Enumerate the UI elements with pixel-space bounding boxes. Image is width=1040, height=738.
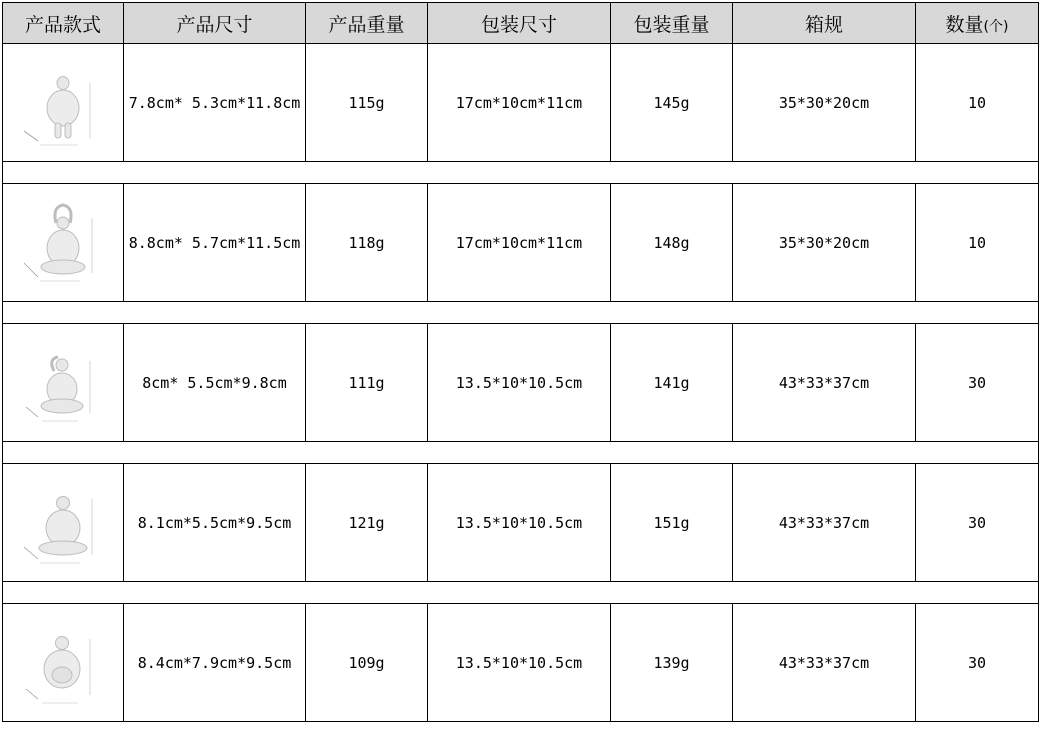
carton-cell: 43*33*37cm [733, 324, 916, 442]
package-weight-cell: 148g [611, 184, 733, 302]
spacer-cell [3, 302, 1039, 324]
spacer-cell [3, 582, 1039, 604]
hugging-knees-figurine-icon [18, 613, 108, 713]
table-row [3, 44, 1039, 162]
product-weight-cell: 109g [306, 604, 428, 722]
product-size-cell: 8.1cm*5.5cm*9.5cm [124, 464, 306, 582]
spacer-cell [3, 162, 1039, 184]
product-image-cell [3, 464, 124, 582]
table-row [3, 184, 1039, 302]
standing-figurine-icon [18, 53, 108, 153]
header-product-size: 产品尺寸 [124, 3, 306, 44]
header-carton: 箱规 [733, 3, 916, 44]
package-weight-cell: 151g [611, 464, 733, 582]
package-size-cell: 17cm*10cm*11cm [428, 184, 611, 302]
carton-cell: 43*33*37cm [733, 604, 916, 722]
arms-raised-sitting-figurine-icon [18, 193, 108, 293]
carton-cell: 35*30*20cm [733, 184, 916, 302]
carton-cell: 35*30*20cm [733, 44, 916, 162]
spacer-row [3, 162, 1039, 184]
table-row [3, 464, 1039, 582]
quantity-cell: 10 [916, 44, 1039, 162]
hand-on-head-sitting-figurine-icon [18, 333, 108, 433]
product-size-cell: 8.4cm*7.9cm*9.5cm [124, 604, 306, 722]
spacer-cell [3, 442, 1039, 464]
header-style: 产品款式 [3, 3, 124, 44]
package-size-cell: 17cm*10cm*11cm [428, 44, 611, 162]
product-size-cell: 8cm* 5.5cm*9.8cm [124, 324, 306, 442]
product-image-cell [3, 44, 124, 162]
quantity-cell: 10 [916, 184, 1039, 302]
package-size-cell: 13.5*10*10.5cm [428, 604, 611, 722]
header-package-weight: 包装重量 [611, 3, 733, 44]
product-weight-cell: 121g [306, 464, 428, 582]
package-weight-cell: 139g [611, 604, 733, 722]
package-weight-cell: 145g [611, 44, 733, 162]
spec-table [2, 2, 1039, 722]
header-quantity-label: 数量 [945, 13, 984, 36]
product-image-cell [3, 324, 124, 442]
package-size-cell: 13.5*10*10.5cm [428, 464, 611, 582]
header-quantity [916, 3, 1039, 44]
meditating-figurine-icon [18, 473, 108, 573]
carton-cell: 43*33*37cm [733, 464, 916, 582]
quantity-cell: 30 [916, 324, 1039, 442]
header-row [3, 3, 1039, 44]
quantity-cell: 30 [916, 604, 1039, 722]
product-size-cell: 8.8cm* 5.7cm*11.5cm [124, 184, 306, 302]
table-row [3, 324, 1039, 442]
product-image-cell [3, 184, 124, 302]
product-image-cell [3, 604, 124, 722]
product-weight-cell: 111g [306, 324, 428, 442]
product-weight-cell: 115g [306, 44, 428, 162]
product-size-cell: 7.8cm* 5.3cm*11.8cm [124, 44, 306, 162]
spacer-row [3, 582, 1039, 604]
package-size-cell: 13.5*10*10.5cm [428, 324, 611, 442]
header-package-size: 包装尺寸 [428, 3, 611, 44]
header-quantity-unit: (个) [983, 18, 1009, 35]
product-weight-cell: 118g [306, 184, 428, 302]
table-row [3, 604, 1039, 722]
quantity-cell: 30 [916, 464, 1039, 582]
header-product-weight: 产品重量 [306, 3, 428, 44]
spacer-row [3, 442, 1039, 464]
package-weight-cell: 141g [611, 324, 733, 442]
spacer-row [3, 302, 1039, 324]
